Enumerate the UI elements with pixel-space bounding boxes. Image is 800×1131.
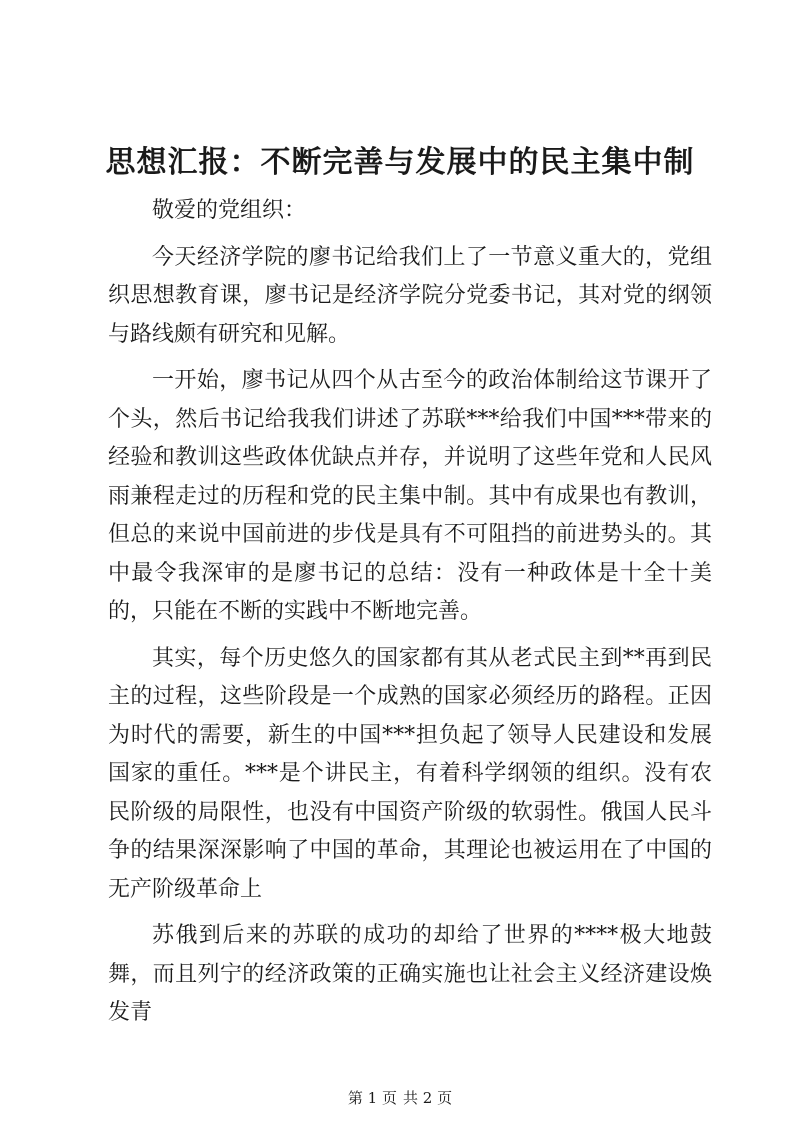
paragraph: 苏俄到后来的苏联的成功的却给了世界的****极大地鼓舞，而且列宁的经济政策的正确实施也让社会主义经济建设焕发青: [108, 923, 712, 1025]
document-title: 思想汇报：不断完善与发展中的民主集中制: [105, 145, 695, 180]
document-body: [108, 192, 712, 1041]
paragraph: 一开始，廖书记从四个从古至今的政治体制给这节课开了个头，然后书记给我我们讲述了苏联***给我们中国***带来的经验和教训这些政体优缺点并存，并说明了这些年党和人民风雨兼程走过的历程和党的民主集中制。其中有成果也有教训，但总的来说中国前进的步伐是具有不可阻挡的前进势头的。其中最令我深审的是廖书记的总结：没有一种政体是十全十美的，只能在不断的实践中不断地完善。: [108, 368, 712, 624]
page-number-total: 共 2 页: [403, 1089, 453, 1107]
paragraph: 其实，每个历史悠久的国家都有其从老式民主到**再到民主的过程，这些阶段是一个成熟的国家必须经历的路程。正因为时代的需要，新生的中国***担负起了领导人民建设和发展国家的重任。***是个讲民主，有着科学纲领的组织。没有农民阶级的局限性，也没有中国资产阶级的软弱性。俄国人民斗争的结果深深影响了中国的革命，其理论也被运用在了中国的无产阶级革命上: [108, 645, 712, 902]
salutation: 敬爱的党组织：: [152, 198, 307, 223]
paragraph: 今天经济学院的廖书记给我们上了一节意义重大的，党组织思想教育课，廖书记是经济学院分党委书记，其对党的纲领与路线颇有研究和见解。: [108, 244, 712, 347]
page-footer: [0, 1088, 800, 1108]
page-number-current: 第 1 页: [347, 1089, 397, 1107]
